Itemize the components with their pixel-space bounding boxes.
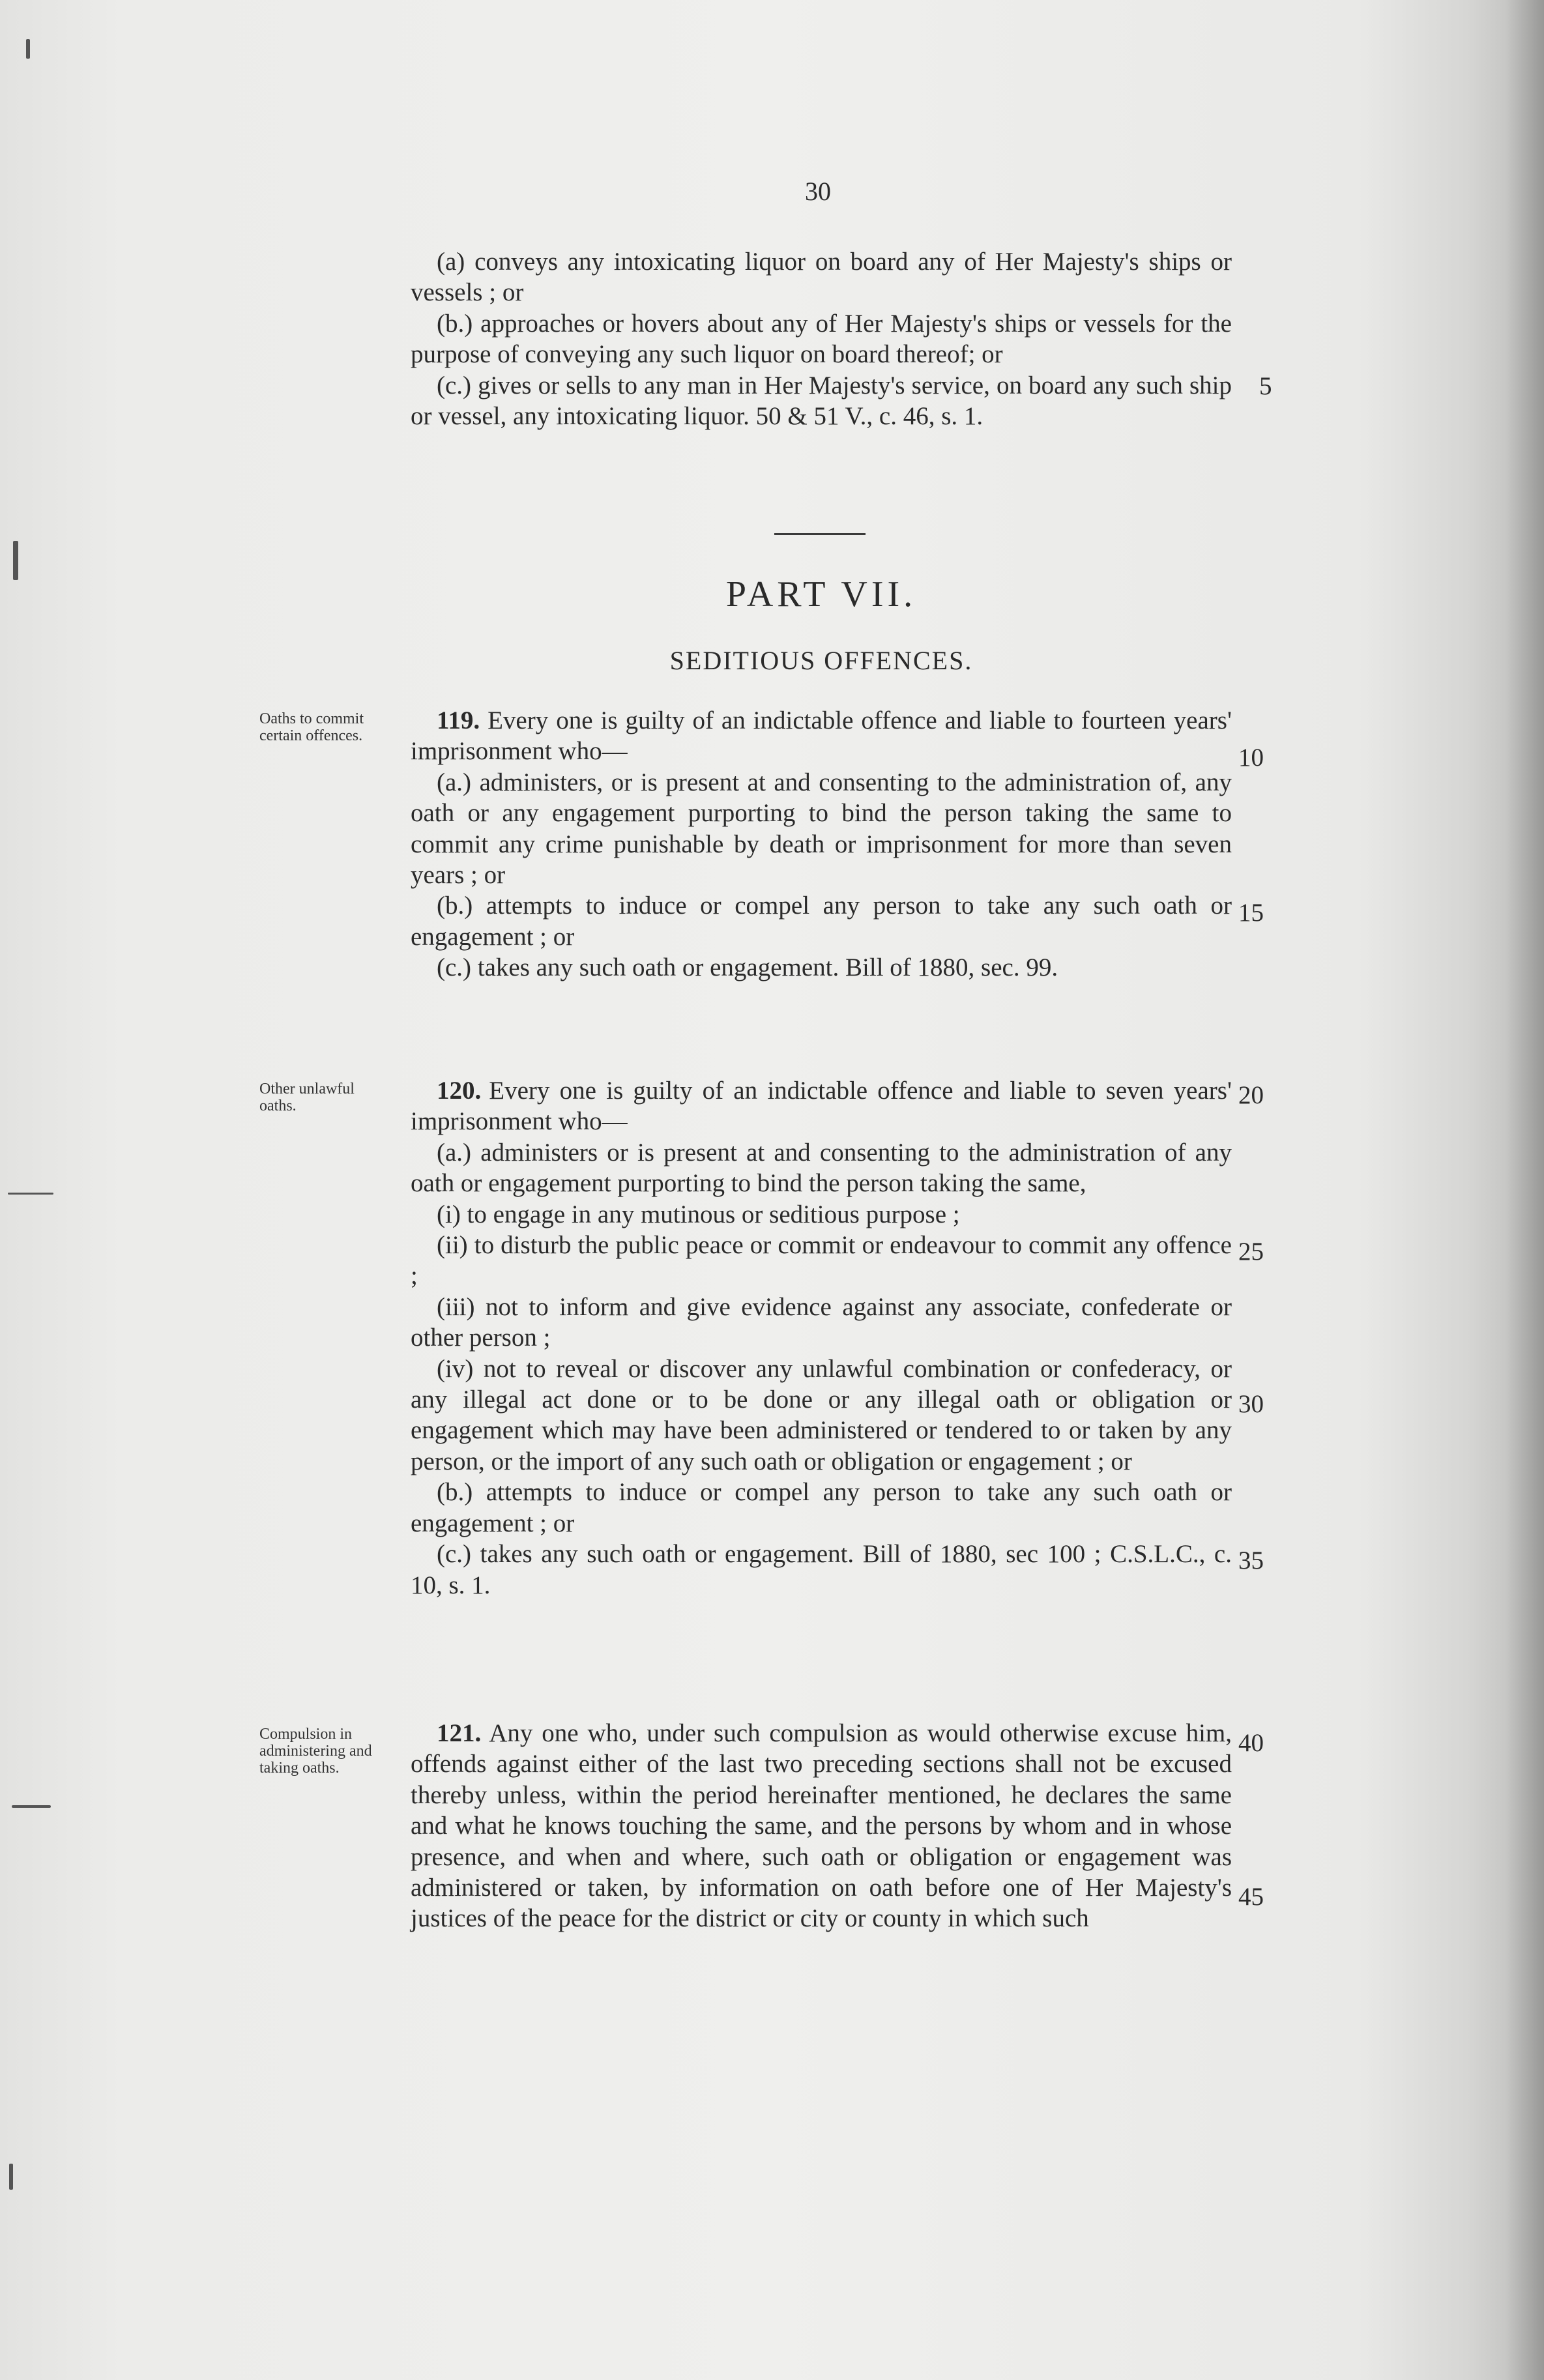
section-intro: Every one is guilty of an indictable offence and liable to seven years' imprisonment who— [411, 1077, 1232, 1136]
line-number: 40 [1238, 1729, 1264, 1757]
line-number: 15 [1238, 899, 1264, 927]
section-subparagraph: (i) to engage in any mutinous or seditious purpose ; [437, 1200, 960, 1228]
spine-shadow [1505, 0, 1544, 2380]
section-number: 121. [437, 1719, 482, 1747]
section-intro: Any one who, under such compulsion as would otherwise excuse him, offends against either of the last two preceding sections shall not be excused thereby unless, within the period hereinafter mentioned, he declares the same and what he knows touching the same, and the persons by whom and in whose presence, and when and where, such oath or obligation or engagement was administered or taken, by information on oath before one of Her Majesty's justices of the peace for the district or city or county in which such [411, 1719, 1232, 1933]
scan-speck [12, 1805, 51, 1808]
scan-speck [13, 541, 18, 580]
line-number: 30 [1238, 1390, 1264, 1418]
section-paragraph: (a.) administers, or is present at and consenting to the administration of, any oath or any engagement purporting to bind the person taking the same to commit any crime punishable by death or imprisonment for more than seven years ; or [411, 768, 1232, 890]
section-paragraph: (b.) attempts to induce or compel any person to take any such oath or engagement ; or [411, 892, 1232, 951]
line-number: 45 [1238, 1883, 1264, 1911]
line-number: 5 [1259, 372, 1272, 400]
line-number: 25 [1238, 1238, 1264, 1266]
section-paragraph: (b.) attempts to induce or compel any person to take any such oath or engagement ; or [411, 1478, 1232, 1537]
scan-speck [26, 39, 30, 59]
page-number: 30 [805, 177, 831, 206]
line-number: 20 [1238, 1081, 1264, 1109]
line-number: 35 [1238, 1546, 1264, 1575]
section-119 [411, 705, 1232, 983]
section-paragraph: (a.) administers or is present at and consenting to the administration of any oath or engagement purporting to bind the person taking the same, [411, 1138, 1232, 1198]
section-subparagraph: (iii) not to inform and give evidence against any associate, confederate or other person ; [411, 1292, 1232, 1352]
section-intro: Every one is guilty of an indictable offence and liable to fourteen years' imprisonment who— [411, 706, 1232, 766]
scan-speck [9, 2164, 13, 2190]
section-120 [411, 1075, 1232, 1601]
section-paragraph: (c.) takes any such oath or engagement. Bill of 1880, sec 100 ; C.S.L.C., c. 10, s. 1. [411, 1540, 1232, 1599]
continuation-paragraph-a: (a) conveys any intoxicating liquor on board any of Her Majesty's ships or vessels ; or [411, 248, 1232, 307]
section-divider-rule [774, 533, 866, 535]
section-number: 120. [437, 1077, 482, 1105]
side-note-121: Compulsion in administering and taking oaths. [259, 1726, 372, 1777]
section-paragraph: (c.) takes any such oath or engagement. Bill of 1880, sec. 99. [437, 953, 1058, 982]
continuation-paragraph-c: (c.) gives or sells to any man in Her Majesty's service, on board any such ship or vessel, any intoxicating liquor. 50 & 51 V., c. 46, s. 1. [411, 371, 1232, 431]
part-subtitle: SEDITIOUS OFFENCES. [669, 646, 973, 675]
side-note-120: Other unlawful oaths. [259, 1081, 355, 1114]
scan-speck [8, 1193, 53, 1195]
continuation-block [411, 246, 1232, 431]
section-subparagraph: (iv) not to reveal or discover any unlawful combination or confederacy, or any illegal act done or to be done or any illegal oath or obligation or engagement which may have been administered or tendered to or taken by any person, or the import of any such oath or obligation or engagement ; or [411, 1354, 1232, 1475]
section-121 [411, 1718, 1232, 1934]
continuation-paragraph-b: (b.) approaches or hovers about any of Her Majesty's ships or vessels for the purpose of conveying any such liquor on board thereof; or [411, 309, 1232, 369]
side-note-119: Oaths to commit certain offences. [259, 710, 364, 744]
section-number: 119. [437, 706, 480, 734]
line-number: 10 [1238, 744, 1264, 772]
section-subparagraph: (ii) to disturb the public peace or commit or endeavour to commit any offence ; [411, 1231, 1232, 1290]
part-title: PART VII. [725, 574, 917, 615]
